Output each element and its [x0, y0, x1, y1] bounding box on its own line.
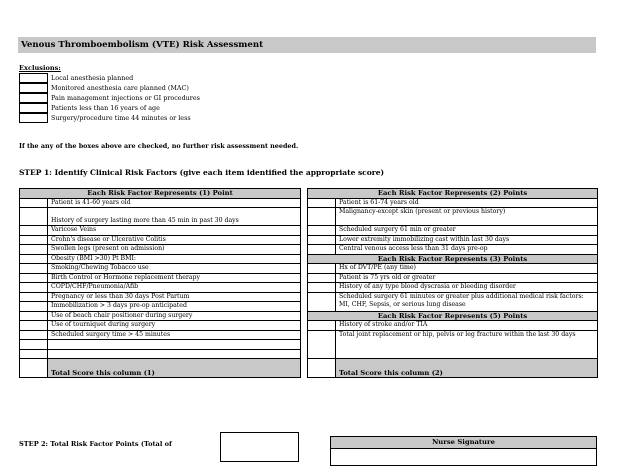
risk-factor-1pt: Varicose Veins	[48, 226, 301, 236]
table-row	[20, 235, 598, 245]
risk-factor-1pt: Patient is 41-60 years old	[48, 198, 301, 208]
score-cell[interactable]	[308, 235, 336, 245]
risk-factor-3pt: Hx of DVT/PE (any time)	[336, 264, 598, 274]
score-cell[interactable]	[20, 217, 48, 226]
risk-factor-1pt: History of surgery lasting more than 45 min in past 30 days	[48, 217, 301, 226]
risk-factor-1pt: Smoking/Chewing Tobacco use	[48, 264, 301, 274]
empty-cell	[48, 340, 301, 350]
score-cell[interactable]	[308, 245, 336, 255]
score-cell[interactable]	[20, 330, 48, 340]
score-cell[interactable]	[20, 198, 48, 208]
risk-factor-1pt: Use of beach chair positioner during surgery	[48, 311, 301, 321]
score-cell[interactable]	[308, 273, 336, 283]
table-row	[20, 245, 598, 255]
risk-factor-1pt	[48, 208, 301, 217]
table-row	[20, 283, 598, 293]
table-row	[20, 198, 598, 208]
score-cell[interactable]	[308, 321, 336, 331]
score-cell[interactable]	[20, 302, 48, 312]
table-row	[20, 226, 598, 236]
risk-factor-2pt: Lower extremity immobilizing cast within last 30 days	[336, 235, 598, 245]
score-cell[interactable]	[308, 198, 336, 208]
risk-factor-5pt: History of stroke and/or TIA	[336, 321, 598, 331]
exclusion-checkbox[interactable]	[19, 103, 48, 113]
exclusion-checkbox[interactable]	[19, 73, 48, 83]
table-row	[20, 311, 598, 321]
table-row	[20, 254, 598, 264]
col1-header: Each Risk Factor Represents (1) Point	[20, 189, 301, 199]
risk-factor-1pt: Use of tourniquet during surgery	[48, 321, 301, 331]
score-cell[interactable]	[308, 208, 336, 226]
table-row	[20, 292, 598, 302]
exclusion-item	[19, 93, 200, 103]
score-cell[interactable]	[20, 321, 48, 331]
risk-factor-2pt: Central venous access less than 31 days pre-op	[336, 245, 598, 255]
table-row	[20, 208, 598, 217]
nurse-signature-header: Nurse Signature	[331, 437, 596, 449]
score-cell[interactable]	[308, 226, 336, 236]
step2-label: STEP 2: Total Risk Factor Points (Total of	[19, 440, 172, 448]
risk-factor-1pt: Crohn's disease or Ulcerative Colitis	[48, 235, 301, 245]
score-cell[interactable]	[20, 226, 48, 236]
table-row	[20, 273, 598, 283]
exclusion-checkbox[interactable]	[19, 113, 48, 123]
exclusion-text: Local anesthesia planned	[51, 74, 134, 82]
risk-factor-2pt: Malignancy-except skin (present or previous history)	[336, 208, 598, 226]
exclusion-text: Patients less than 16 years of age	[51, 104, 160, 112]
header-3-points: Each Risk Factor Represents (3) Points	[308, 254, 598, 264]
score-cell[interactable]	[308, 283, 336, 293]
score-cell[interactable]	[20, 283, 48, 293]
score-cell[interactable]	[20, 208, 48, 217]
score-cell[interactable]	[308, 264, 336, 274]
risk-factor-1pt: Birth Control or Hormone replacement therapy	[48, 273, 301, 283]
risk-factor-1pt: COPD/CHF/Pneumonia/Afib	[48, 283, 301, 293]
exclusion-item	[19, 103, 200, 113]
total-label-col1: Total Score this column (1)	[48, 359, 301, 378]
risk-factor-2pt: Scheduled surgery 61 min or greater	[336, 226, 598, 236]
table-row	[20, 264, 598, 274]
total-points-input[interactable]	[220, 432, 299, 462]
total-score-input-col2[interactable]	[308, 359, 336, 378]
exclusion-checkbox[interactable]	[19, 83, 48, 93]
step1-title: STEP 1: Identify Clinical Risk Factors (give each item identified the appropriate score)	[19, 168, 385, 177]
table-row	[20, 189, 598, 199]
exclusion-text: Pain management injections or GI procedures	[51, 94, 200, 102]
col2-header: Each Risk Factor Represents (2) Points	[308, 189, 598, 199]
score-cell[interactable]	[20, 340, 48, 350]
total-label-col2: Total Score this column (2)	[336, 359, 598, 378]
table-row	[20, 321, 598, 331]
risk-factor-1pt: Pregnancy or less than 30 days Post Partum	[48, 292, 301, 302]
exclusion-text: Monitored anesthesia care planned (MAC)	[51, 84, 189, 92]
exclusion-item	[19, 113, 200, 123]
nurse-signature-box[interactable]	[330, 436, 597, 466]
risk-factor-1pt: Scheduled surgery time > 45 minutes	[48, 330, 301, 340]
risk-factor-5pt: Total joint replacement or hip, pelvis or leg fracture within the last 30 days	[336, 330, 598, 359]
header-5-points: Each Risk Factor Represents (5) Points	[308, 311, 598, 321]
empty-cell	[48, 349, 301, 359]
risk-factor-table	[19, 188, 598, 378]
score-cell[interactable]	[20, 245, 48, 255]
score-cell[interactable]	[20, 235, 48, 245]
risk-factor-3pt: Patient is 75 yrs old or greater	[336, 273, 598, 283]
score-cell[interactable]	[20, 254, 48, 264]
risk-factor-2pt: Patient is 61-74 years old	[336, 198, 598, 208]
risk-factor-1pt: Swollen legs (present on admission)	[48, 245, 301, 255]
exclusion-item	[19, 83, 200, 93]
total-score-input-col1[interactable]	[20, 359, 48, 378]
total-row	[20, 359, 598, 378]
score-cell[interactable]	[20, 264, 48, 274]
score-cell[interactable]	[20, 273, 48, 283]
table-row	[20, 330, 598, 340]
risk-factor-3pt: History of any type blood dyscrasia or bleeding disorder	[336, 283, 598, 293]
score-cell[interactable]	[308, 330, 336, 359]
page-title: Venous Thromboembolism (VTE) Risk Assessment	[18, 37, 596, 53]
risk-factor-3pt: Scheduled surgery 61 minutes or greater plus additional medical risk factors: MI, CHF, Sepsis, or serious lung disease	[336, 292, 598, 311]
exclusions-list	[19, 73, 200, 123]
risk-factor-1pt: Obesity (BMI >30) Pt BMI:	[48, 254, 301, 264]
exclusion-checkbox[interactable]	[19, 93, 48, 103]
score-cell[interactable]	[308, 292, 336, 311]
score-cell[interactable]	[20, 311, 48, 321]
exclusions-label: Exclusions:	[19, 64, 61, 72]
score-cell[interactable]	[20, 292, 48, 302]
exclusion-text: Surgery/procedure time 44 minutes or less	[51, 114, 191, 122]
exclusion-item	[19, 73, 200, 83]
score-cell[interactable]	[20, 349, 48, 359]
exclusions-note: If the any of the boxes above are checked, no further risk assessment needed.	[19, 142, 299, 150]
risk-factor-1pt: Immobilization > 3 days pre-op anticipated	[48, 302, 301, 312]
